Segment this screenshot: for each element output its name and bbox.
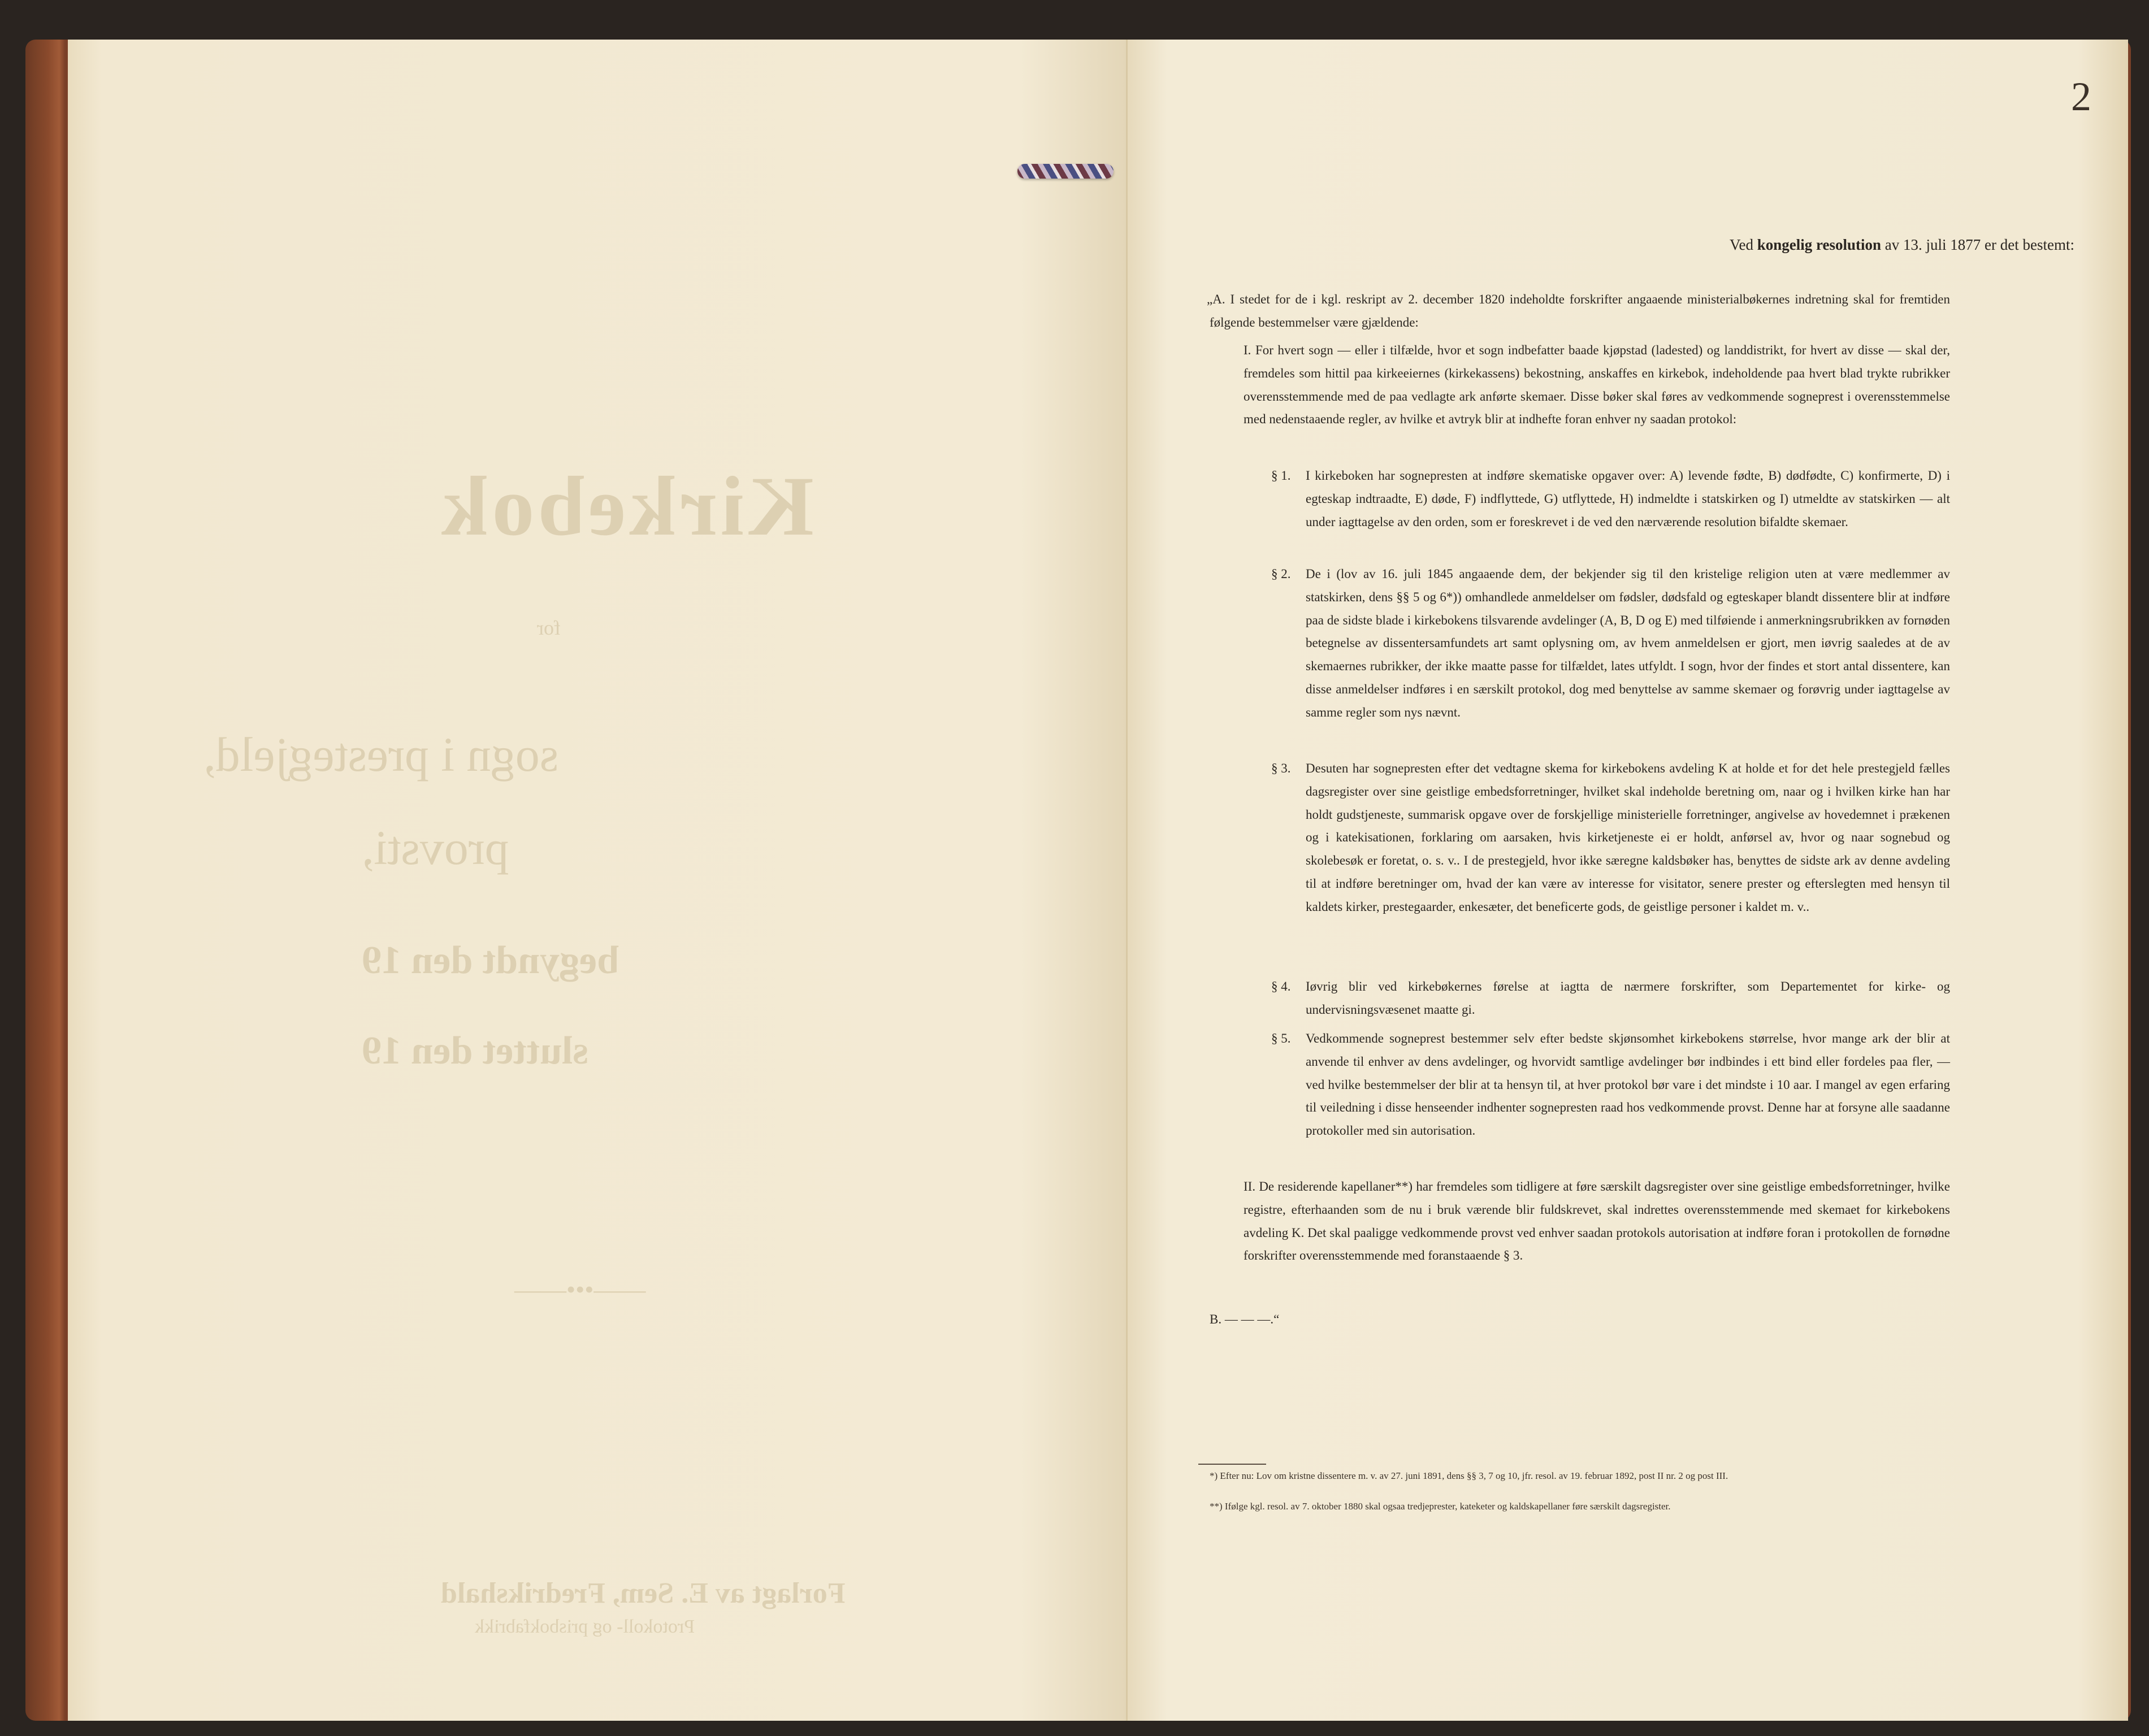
section-2-label: § 2. [1271, 567, 1291, 581]
section-1 [1271, 465, 1950, 533]
bookmark-ribbon [1017, 164, 1114, 179]
bleed-begun-line: begyndt den 19 [362, 939, 619, 982]
bleed-deanery-line: provsti, [362, 821, 509, 875]
resolution-heading [1730, 236, 2074, 254]
section-1-label: § 1. [1271, 468, 1291, 483]
section-4 [1271, 975, 1950, 1022]
footnote-2: **) Ifølge kgl. resol. av 7. oktober 1880 skal ogsaa tredjeprester, kateketer og kaldskapellaner føre særskilt dagsregister. [1210, 1501, 1671, 1512]
section-5 [1271, 1027, 1950, 1143]
section-3-label: § 3. [1271, 761, 1291, 775]
bleed-publisher-sub: Protokoll- og prisbokfabrikk [475, 1616, 695, 1637]
footnote-rule [1198, 1464, 1266, 1465]
paragraph-I: I. For hvert sogn — eller i tilfælde, hvor et sogn indbefatter baade kjøpstad (ladested) og landdistrikt, for hvert av disse — skal der, fremdeles som hittil paa kirkeeiernes (kirkekassens) bekostning, anskaffes en kirkebok, indeholdende paa hvert blad trykte rubrikker overensstemmende med de paa vedlagte ark anførte skemaer. Disse bøker skal føres av vedkommende sogneprest i overensstemmelse med nedenstaaende regler, av hvilke et avtryk blir at indhefte foran enhver ny saadan protokol: [1244, 343, 1950, 427]
bleed-publisher: Forlagt av E. Sem, Fredrikshald [441, 1577, 846, 1609]
section-1-text: I kirkeboken har sognepresten at indføre skematiske opgaver over: A) levende fødte, B) dødfødte, C) konfirmerte, D) i egteskap indtraadte, E) døde, F) indflyttede, G) utflyttede, H) indmeldte i statskirken og I) utmeldte av statskirken — alt under iagttagelse av den orden, som er foreskrevet i de ved den nærværende resolution bifaldte skemaer. [1306, 468, 1950, 529]
paragraph-II: II. De residerende kapellaner**) har fremdeles som tidligere at føre særskilt dagsregister over sine geistlige embedsforretninger, hvilke registre, efterhaanden som de nu i bruk værende blir fuldskrevet, skal indrettes overensstemmende med skemaet for kirkebokens avdeling K. Det skal paaligge vedkommende provst ved enhver saadan protokols autorisation at indføre foran i protokollen de fornødne forskrifter overensstemmende med foranstaaende § 3. [1244, 1179, 1950, 1263]
left-page [68, 40, 1128, 1721]
bleed-for: for [537, 617, 561, 639]
section-4-text: Iøvrig blir ved kirkebøkernes førelse at iagtta de nærmere forskrifter, som Departementet for kirke- og undervisningsvæsenet maatte gi. [1306, 979, 1950, 1017]
bleed-parish-line: sogn i prestegjeld, [203, 727, 559, 782]
heading-post: av 13. juli 1877 er det bestemt: [1884, 236, 2074, 253]
heading-pre: Ved [1730, 236, 1753, 253]
section-2-text: De i (lov av 16. juli 1845 angaaende dem, der bekjender sig til den kristelige religion uten at være medlemmer av statskirken, dens §§ 5 og 6*)) omhandlede anmeldelser om fødsler, dødsfald og egteskaper blandt dissentere blir at indføre paa de sidste blade i kirkebokens tilsvarende avdelinger (A, B, D og E) med tilføiende i anmerkningsrubrikken av fornøden betegnelse av dissentersamfundets art samt oplysning om, av hvem anmeldelsen er gjort, men iøvrig saaledes at de av skemaernes rubrikker, der ikke maatte passe for tilfældet, lates utfyldt. I sogn, hvor der findes et stort antal dissentere, kan disse anmeldelser indføres i en særskilt protokol, dog med benyttelse av samme skemaer og forøvrig under iagttagelse av samme regler som nys nævnt. [1306, 567, 1950, 719]
footnote-1: *) Efter nu: Lov om kristne dissentere m. v. av 27. juni 1891, dens §§ 3, 7 og 10, jfr. resol. av 19. februar 1892, post II nr. 2 og post III. [1210, 1470, 1728, 1481]
bleed-title: Kirkebok [438, 459, 814, 553]
section-3-text: Desuten har sognepresten efter det vedtagne skema for kirkebokens avdeling K at holde et for det hele prestegjeld fælles dagsregister over sine geistlige embedsforretninger, hvilket skal indeholde beretning om, naar og i hvilken kirke han har holdt gudstjeneste, summarisk opgave over de forskjellige ministerielle forretninger, angivelse av hovedemnet i prækenen og i katekisationen, forklaring om aarsaken, hvis kirketjeneste ei er holdt, anførsel av, hvor og naar sognebud og skolebesøk er foretat, o. s. v.. I de prestegjeld, hvor ikke særegne kaldsbøker has, benyttes de sidste ark av denne avdeling til at indføre beretninger om, hvad der kan være av interesse for visitator, senere prester og efterslegten med hensyn til kaldets kirker, prestegaarder, enkesæter, det beneficerte gods, de geistlige personer i kaldet m. v.. [1306, 761, 1950, 914]
paragraph-A: „A. I stedet for de i kgl. reskript av 2. december 1820 indeholdte forskrifter angaaende ministerialbøkernes indretning skal for fremtiden følgende bestemmelser være gjældende: [1207, 292, 1950, 329]
paragraph-B: B. — — —.“ [1210, 1312, 1280, 1326]
heading-bold: kongelig resolution [1757, 236, 1882, 253]
section-5-label: § 5. [1271, 1031, 1291, 1045]
bleed-ornament: ——•••—— [514, 1275, 646, 1304]
bleed-ended-line: sluttet den 19 [362, 1029, 588, 1073]
section-2 [1271, 563, 1950, 724]
page-number: 2 [2071, 74, 2091, 119]
section-5-text: Vedkommende sogneprest bestemmer selv efter bedste skjønsomhet kirkebokens størrelse, hvor mange ark der blir at anvende til enhver av dens avdelinger, og hvorvidt samtlige avdelinger bør indbindes i ett bind eller fordeles paa fler, — ved hvilke bestemmelser der blir at ta hensyn til, at hver protokol bør vare i det mindste i 10 aar. I mangel av egen erfaring til veiledning i disse henseender indhenter sognepresten raad hos vedkommende provst. Denne har at forsyne alle saadanne protokoller med sin autorisation. [1306, 1031, 1950, 1138]
section-3 [1271, 757, 1950, 919]
section-4-label: § 4. [1271, 979, 1291, 993]
